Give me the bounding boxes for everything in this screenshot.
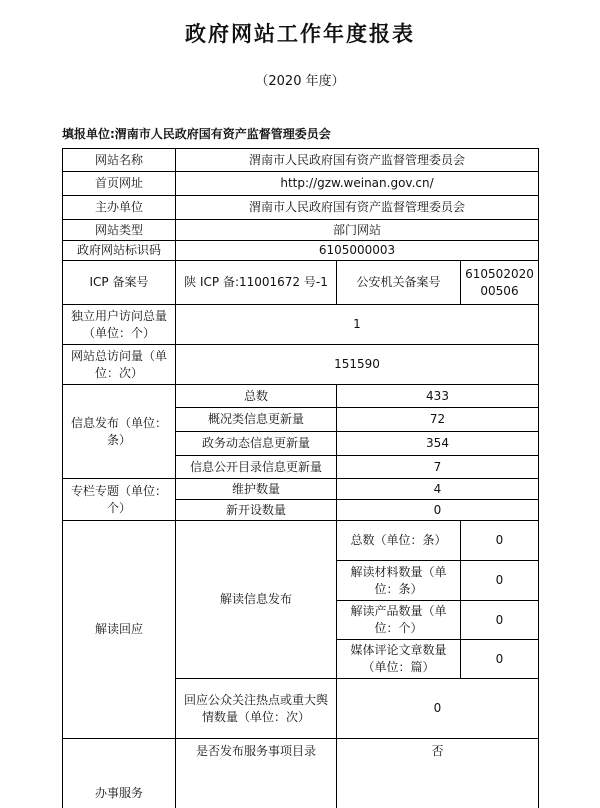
homepage-value: http://gzw.weinan.gov.cn/ xyxy=(175,171,539,195)
site-id-value: 6105000003 xyxy=(175,240,539,260)
service-label: 办事服务 xyxy=(62,738,175,808)
visits-label: 网站总访问量（单位：次） xyxy=(62,344,175,384)
column-new-value: 0 xyxy=(336,499,539,520)
info-total-value: 433 xyxy=(336,384,539,407)
police-value: 61050202000506 xyxy=(460,260,539,304)
interpret-response-value: 0 xyxy=(336,678,539,738)
info-catalog-value: 7 xyxy=(336,455,539,478)
host-value: 渭南市人民政府国有资产监督管理委员会 xyxy=(175,195,539,219)
interpret-media-value: 0 xyxy=(460,639,539,678)
info-dynamic-label: 政务动态信息更新量 xyxy=(175,431,336,455)
interpret-total-value: 0 xyxy=(460,520,539,560)
icp-value: 陕 ICP 备:11001672 号-1 xyxy=(175,260,336,304)
column-maintain-value: 4 xyxy=(336,478,539,499)
visits-value: 151590 xyxy=(175,344,539,384)
interpret-material-value: 0 xyxy=(460,560,539,600)
info-catalog-label: 信息公开目录信息更新量 xyxy=(175,455,336,478)
service-catalog-value: 否 xyxy=(336,738,539,808)
interpret-media-label: 媒体评论文章数量（单位：篇） xyxy=(336,639,460,678)
site-name-label: 网站名称 xyxy=(62,148,175,171)
interpret-publish-label: 解读信息发布 xyxy=(175,520,336,678)
visitors-label: 独立用户访问总量（单位：个） xyxy=(62,304,175,344)
page-title: 政府网站工作年度报表 xyxy=(185,21,415,46)
service-catalog-label: 是否发布服务事项目录 xyxy=(175,738,336,808)
visitors-value: 1 xyxy=(175,304,539,344)
column-new-label: 新开设数量 xyxy=(175,499,336,520)
homepage-label: 首页网址 xyxy=(62,171,175,195)
report-table xyxy=(62,148,539,808)
interpret-product-value: 0 xyxy=(460,600,539,639)
site-id-label: 政府网站标识码 xyxy=(62,240,175,260)
info-overview-value: 72 xyxy=(336,407,539,431)
info-label: 信息发布（单位：条） xyxy=(62,384,175,478)
interpret-label: 解读回应 xyxy=(62,520,175,738)
site-name-value: 渭南市人民政府国有资产监督管理委员会 xyxy=(175,148,539,171)
interpret-material-label: 解读材料数量（单位：条） xyxy=(336,560,460,600)
police-label: 公安机关备案号 xyxy=(336,260,460,304)
host-label: 主办单位 xyxy=(62,195,175,219)
column-maintain-label: 维护数量 xyxy=(175,478,336,499)
type-label: 网站类型 xyxy=(62,219,175,240)
filling-unit: 填报单位:渭南市人民政府国有资产监督管理委员会 xyxy=(62,127,331,141)
report-year: （2020 年度） xyxy=(255,74,345,89)
info-overview-label: 概况类信息更新量 xyxy=(175,407,336,431)
interpret-total-label: 总数（单位：条） xyxy=(336,520,460,560)
column-label: 专栏专题（单位：个） xyxy=(62,478,175,520)
info-total-label: 总数 xyxy=(175,384,336,407)
info-dynamic-value: 354 xyxy=(336,431,539,455)
icp-label: ICP 备案号 xyxy=(62,260,175,304)
interpret-product-label: 解读产品数量（单位：个） xyxy=(336,600,460,639)
interpret-response-label: 回应公众关注热点或重大舆情数量（单位：次） xyxy=(175,678,336,738)
type-value: 部门网站 xyxy=(175,219,539,240)
